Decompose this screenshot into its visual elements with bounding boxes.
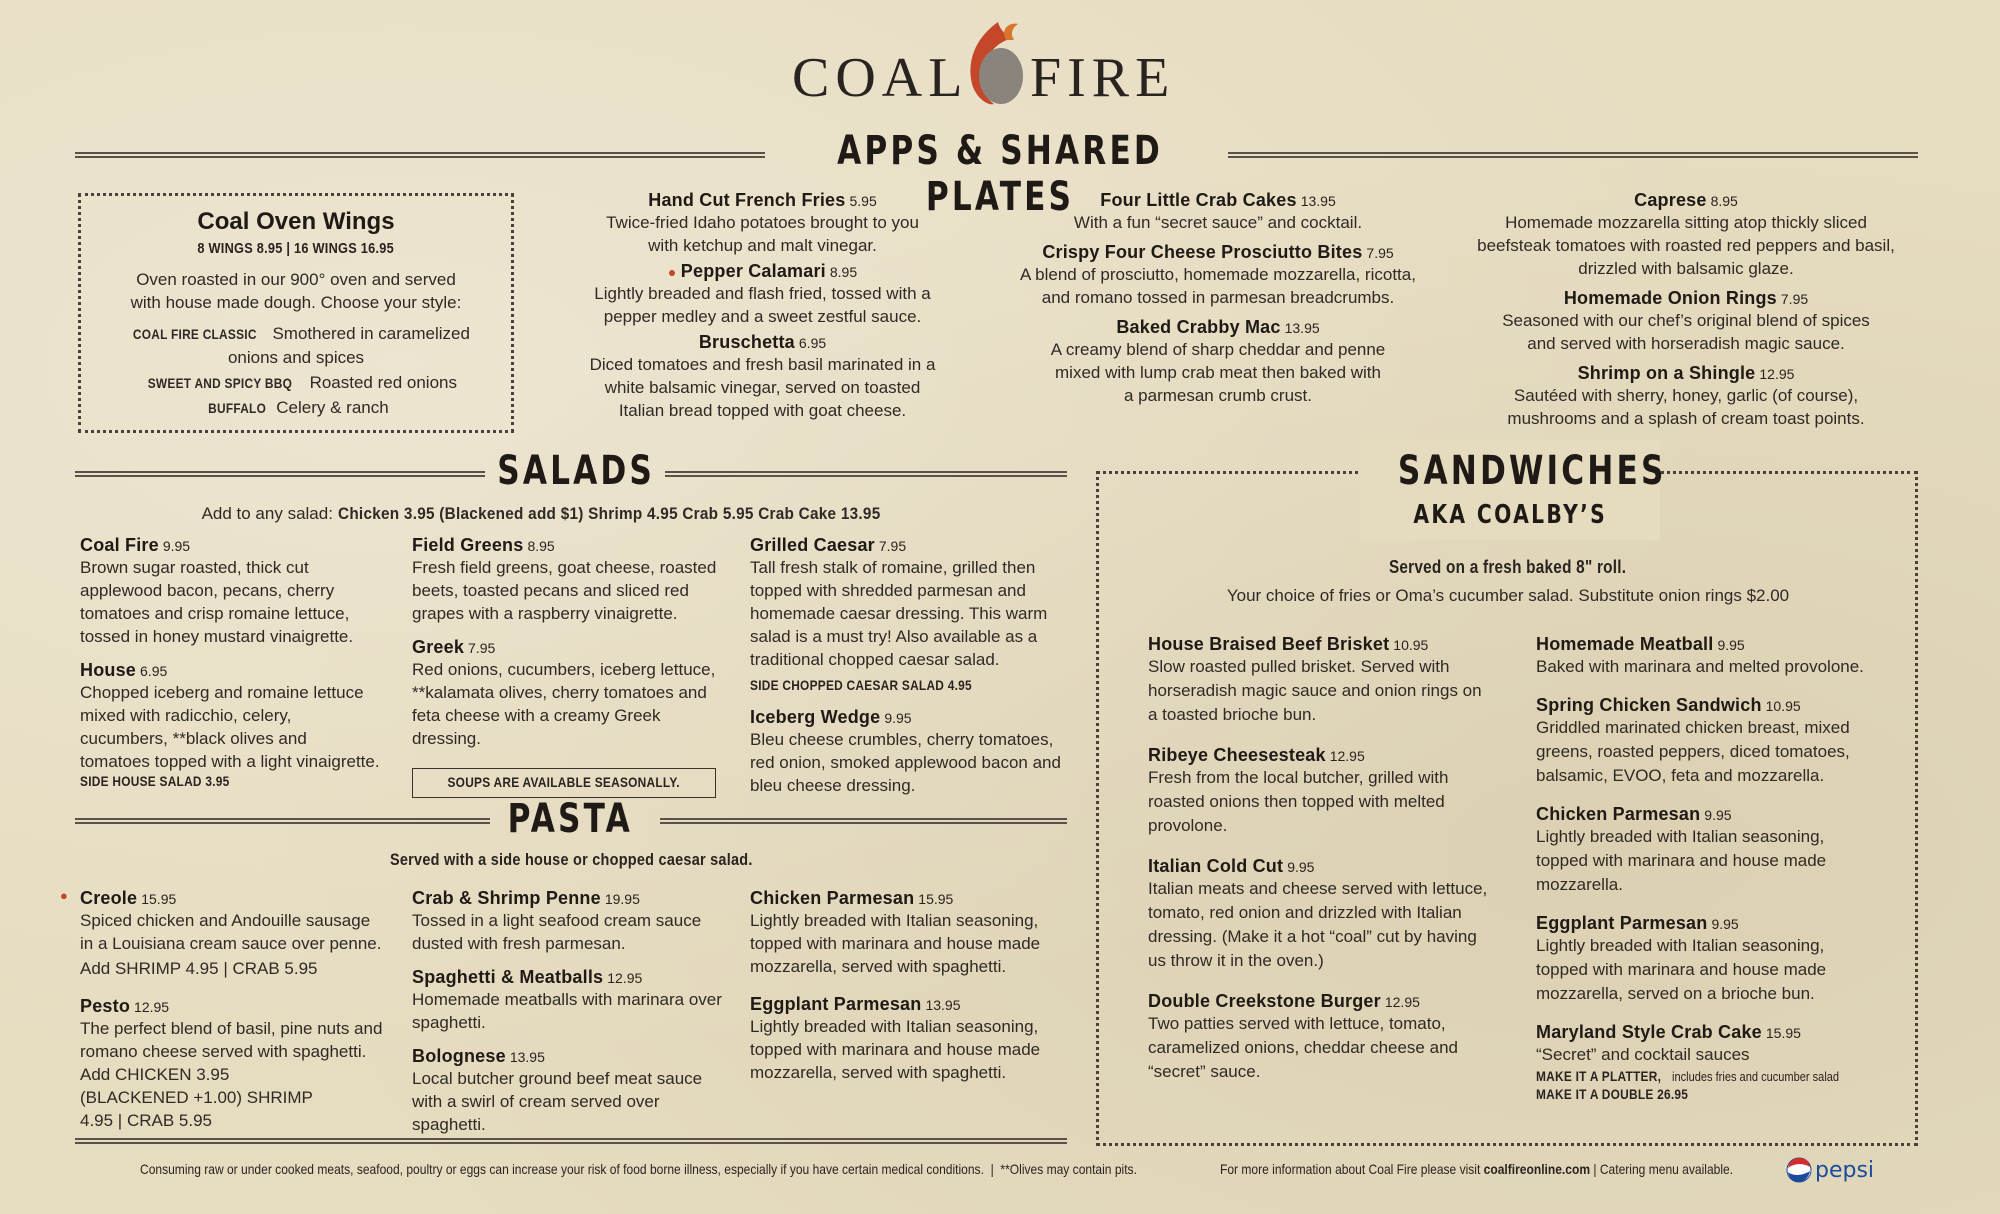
footer-disclaimer: Consuming raw or under cooked meats, seafood, poultry or eggs can increase your risk of food borne illness, especially if you have certain medical conditions. | **Olives may contain pits.: [140, 1161, 1137, 1177]
menu-item: Chicken Parmesan 9.95 Lightly breaded with Italian seasoning, topped with marinara and house made mozzarella.: [1536, 804, 1827, 894]
menu-item: Homemade Meatball 9.95 Baked with marinara and melted provolone.: [1536, 634, 1864, 676]
menu-item: Crispy Four Cheese Prosciutto Bites 7.95 A blend of prosciutto, homemade mozzarella, ricotta, and romano tossed in parmesan breadcrumbs.: [1020, 242, 1416, 307]
flame-icon: ●: [60, 888, 68, 903]
salads-add-line: Add to any salad: Chicken 3.95 (Blackened add $1) Shrimp 4.95 Crab 5.95 Crab Cake 13.95: [201, 504, 881, 523]
apps-col-3: [1476, 190, 1896, 442]
wings-style-1: COAL FIRE CLASSIC Smothered in caramelized onions and spices: [132, 324, 470, 367]
menu-item: Maryland Style Crab Cake 15.95 “Secret” and cocktail sauces MAKE IT A PLATTER, includes fries and cucumber salad MAKE IT A DOUBLE 26.95: [1536, 1022, 1876, 1104]
logo-text-right: FIRE: [1030, 47, 1176, 109]
menu-item: Double Creekstone Burger 12.95 Two patties served with lettuce, tomato, caramelized onions, cheddar cheese and “secret” sauce.: [1148, 991, 1458, 1081]
logo-text-left: COAL: [792, 47, 969, 109]
menu-item: Greek 7.95 Red onions, cucumbers, iceberg lettuce, **kalamata olives, cherry tomatoes and feta cheese with a creamy Greek dressing.: [412, 637, 716, 748]
apps-col-1: [570, 190, 955, 434]
menu-item: Italian Cold Cut 9.95 Italian meats and cheese served with lettuce, tomato, red onion and drizzled with Italian dressing. (Make it a hot “coal” cut by having us throw it in the oven.): [1148, 856, 1488, 970]
menu-item: Eggplant Parmesan 13.95 Lightly breaded with Italian seasoning, topped with marinara and house made mozzarella, served with spaghetti.: [750, 994, 1041, 1082]
salads-col-1: [80, 535, 380, 803]
sandwiches-col-2: [1536, 634, 1876, 1116]
menu-item: Grilled Caesar 7.95 Tall fresh stalk of romaine, grilled then topped with shredded parmesan and homemade caesar dressing. This warm salad is a must try! Also available as a traditional chopped caesar salad. SIDE CHOPPED CAESAR SALAD 4.95: [750, 535, 1048, 693]
menu-item: Pesto 12.95 The perfect blend of basil, pine nuts and romano cheese served with spaghetti. Add CHICKEN 3.95 (BLACKENED +1.00) SHRIMP 4.95 | CRAB 5.95: [80, 996, 383, 1130]
apps-rule-left: [75, 152, 765, 158]
pasta-col-1: [60, 888, 385, 1144]
logo: [790, 18, 1210, 108]
sandwiches-subtitle: AKA COALBY’S: [1413, 500, 1607, 530]
website-link[interactable]: coalfireonline.com: [1483, 1161, 1591, 1177]
soups-notice: SOUPS ARE AVAILABLE SEASONALLY.: [412, 768, 716, 798]
menu-item: Hand Cut French Fries 5.95 Twice-fried Idaho potatoes brought to you with ketchup and malt vinegar.: [606, 190, 919, 255]
sandwiches-title: SANDWICHES: [1397, 448, 1667, 494]
wings-title: Coal Oven Wings: [197, 208, 395, 235]
flame-icon: [958, 18, 1028, 108]
left-bottom-rule: [75, 1138, 1067, 1144]
flame-icon: ●: [667, 264, 677, 280]
footer-info: For more information about Coal Fire please visit coalfireonline.com | Catering menu available.: [1220, 1161, 1734, 1177]
menu-item: Shrimp on a Shingle 12.95 Sautéed with sherry, honey, garlic (of course), mushrooms and a splash of cream toast points.: [1507, 363, 1865, 428]
wings-box: [78, 193, 514, 433]
menu-item: Spaghetti & Meatballs 12.95 Homemade meatballs with marinara over spaghetti.: [412, 967, 722, 1032]
menu-item: Baked Crabby Mac 13.95 A creamy blend of sharp cheddar and penne mixed with lump crab meat then baked with a parmesan crumb crust.: [1050, 317, 1386, 405]
pasta-sub: Served with a side house or chopped caesar salad.: [389, 850, 753, 869]
wings-desc: Oven roasted in our 900° oven and served with house made dough. Choose your style:: [130, 270, 462, 312]
sandwiches-col-1: [1148, 634, 1493, 1096]
sandwiches-served: Served on a fresh baked 8" roll.: [1389, 557, 1627, 577]
menu-item: Four Little Crab Cakes 13.95 With a fun “secret sauce” and cocktail.: [1073, 190, 1363, 232]
menu-item: House 6.95 Chopped iceberg and romaine lettuce mixed with radicchio, celery, cucumbers, **black olives and tomatoes topped with a light vinaigrette. SIDE HOUSE SALAD 3.95: [80, 660, 380, 789]
wings-style-3: BUFFALO Celery & ranch: [208, 398, 389, 417]
pasta-col-2: [412, 888, 732, 1148]
apps-rule-right: [1228, 152, 1918, 158]
pasta-rule-right: [660, 818, 1067, 824]
platter-line: MAKE IT A PLATTER, includes fries and cucumber salad: [1536, 1068, 1839, 1084]
salads-rule-right: [665, 471, 1067, 477]
pasta-rule-left: [75, 818, 490, 824]
menu-item: Caprese 8.95 Homemade mozzarella sitting atop thickly sliced beefsteak tomatoes with roasted red peppers and basil, drizzled with balsamic glaze.: [1477, 190, 1895, 278]
pepsi-globe-icon: [1786, 1157, 1812, 1183]
menu-item: ● Pepper Calamari 8.95 Lightly breaded and flash fried, tossed with a pepper medley and a sweet zestful sauce.: [594, 261, 931, 326]
menu-item: Ribeye Cheesesteak 12.95 Fresh from the local butcher, grilled with roasted onions then topped with melted provolone.: [1148, 745, 1449, 835]
pasta-title: PASTA: [507, 796, 633, 842]
menu-item: Crab & Shrimp Penne 19.95 Tossed in a light seafood cream sauce dusted with fresh parmesan.: [412, 888, 702, 953]
salads-col-2: [412, 535, 722, 798]
menu-item: Chicken Parmesan 15.95 Lightly breaded with Italian seasoning, topped with marinara and house made mozzarella, served with spaghetti.: [750, 888, 1041, 976]
pasta-col-3: [750, 888, 1065, 1096]
salads-title: SALADS: [497, 448, 655, 494]
wings-sizes: 8 WINGS 8.95 | 16 WINGS 16.95: [197, 240, 395, 257]
menu-item: Bruschetta 6.95 Diced tomatoes and fresh basil marinated in a white balsamic vinegar, served on toasted Italian bread topped with goat cheese.: [589, 332, 936, 420]
salads-col-3: [750, 535, 1065, 809]
menu-item: Spring Chicken Sandwich 10.95 Griddled marinated chicken breast, mixed greens, roasted peppers, diced tomatoes, balsamic, EVOO, feta and mozzarella.: [1536, 695, 1850, 785]
wings-style-2: SWEET AND SPICY BBQ Roasted red onions: [147, 373, 457, 392]
pepsi-logo: pepsi: [1786, 1155, 1874, 1185]
menu-item: House Braised Beef Brisket 10.95 Slow roasted pulled brisket. Served with horseradish magic sauce and onion rings on a toasted brioche bun.: [1148, 634, 1482, 724]
double-line: MAKE IT A DOUBLE 26.95: [1536, 1086, 1689, 1102]
menu-item: Homemade Onion Rings 7.95 Seasoned with our chef’s original blend of spices and served with horseradish magic sauce.: [1502, 288, 1870, 353]
salads-rule-left: [75, 471, 485, 477]
apps-col-2: [1008, 190, 1428, 419]
menu-item: Eggplant Parmesan 9.95 Lightly breaded with Italian seasoning, topped with marinara and house made mozzarella, served on a brioche bun.: [1536, 913, 1827, 1003]
menu-item: Field Greens 8.95 Fresh field greens, goat cheese, roasted beets, toasted pecans and sliced red grapes with a raspberry vinaigrette.: [412, 535, 717, 623]
menu-item: ● Creole 15.95 Spiced chicken and Andouille sausage in a Louisiana cream sauce over penne. Add SHRIMP 4.95 | CRAB 5.95: [60, 888, 382, 978]
menu-item: Iceberg Wedge 9.95 Bleu cheese crumbles, cherry tomatoes, red onion, smoked applewood bacon and bleu cheese dressing.: [750, 707, 1061, 795]
menu-item: Coal Fire 9.95 Brown sugar roasted, thick cut applewood bacon, pecans, cherry tomatoes and crisp romaine lettuce, tossed in honey mustard vinaigrette.: [80, 535, 354, 646]
menu-item: Bolognese 13.95 Local butcher ground beef meat sauce with a swirl of cream served over spaghetti.: [412, 1046, 703, 1134]
apps-title: APPS & SHARED PLATES: [837, 128, 1163, 220]
sandwiches-choice: Your choice of fries or Oma’s cucumber salad. Substitute onion rings $2.00: [1226, 586, 1790, 605]
